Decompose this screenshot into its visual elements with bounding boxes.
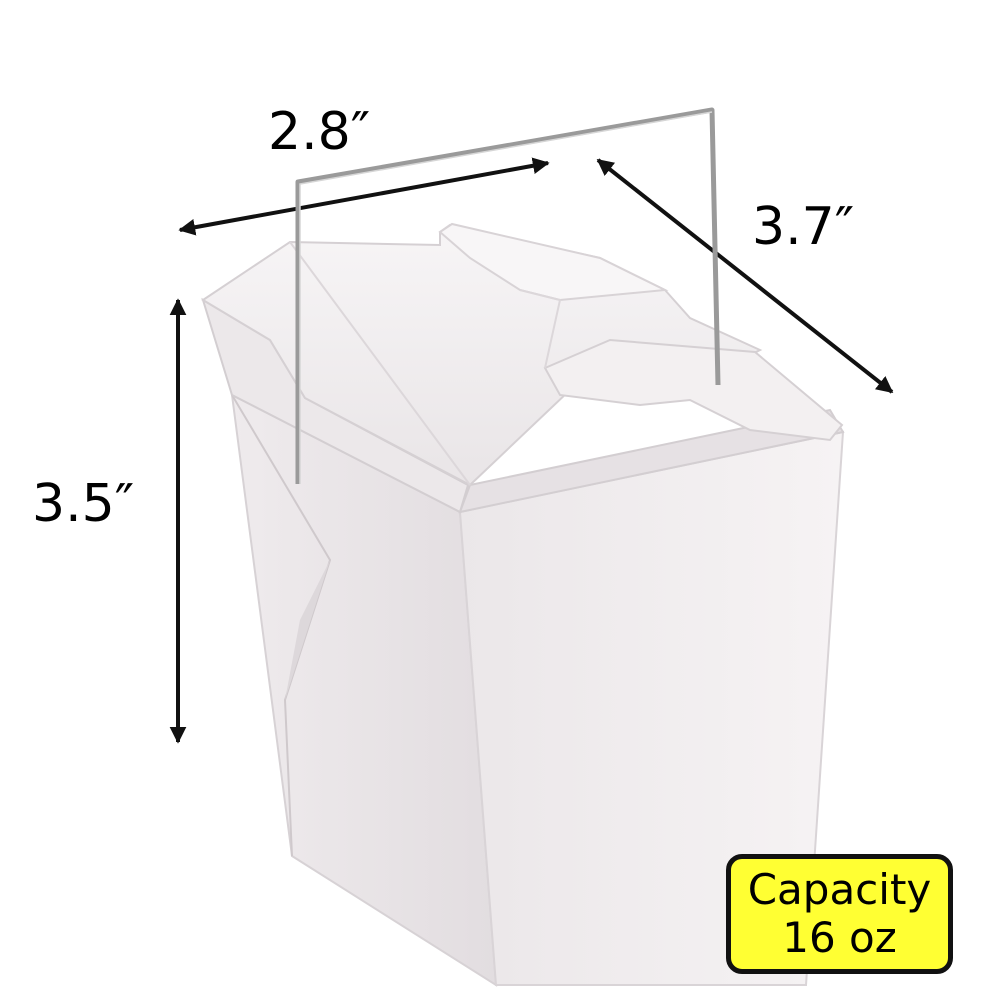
capacity-value: 16 oz [782,913,897,962]
capacity-title: Capacity [747,865,932,914]
depth-label: 3.7″ [752,197,855,257]
capacity-badge [726,854,953,974]
height-label: 3.5″ [32,474,135,534]
width-label: 2.8″ [268,102,371,162]
box-top-front-flap [545,340,842,440]
